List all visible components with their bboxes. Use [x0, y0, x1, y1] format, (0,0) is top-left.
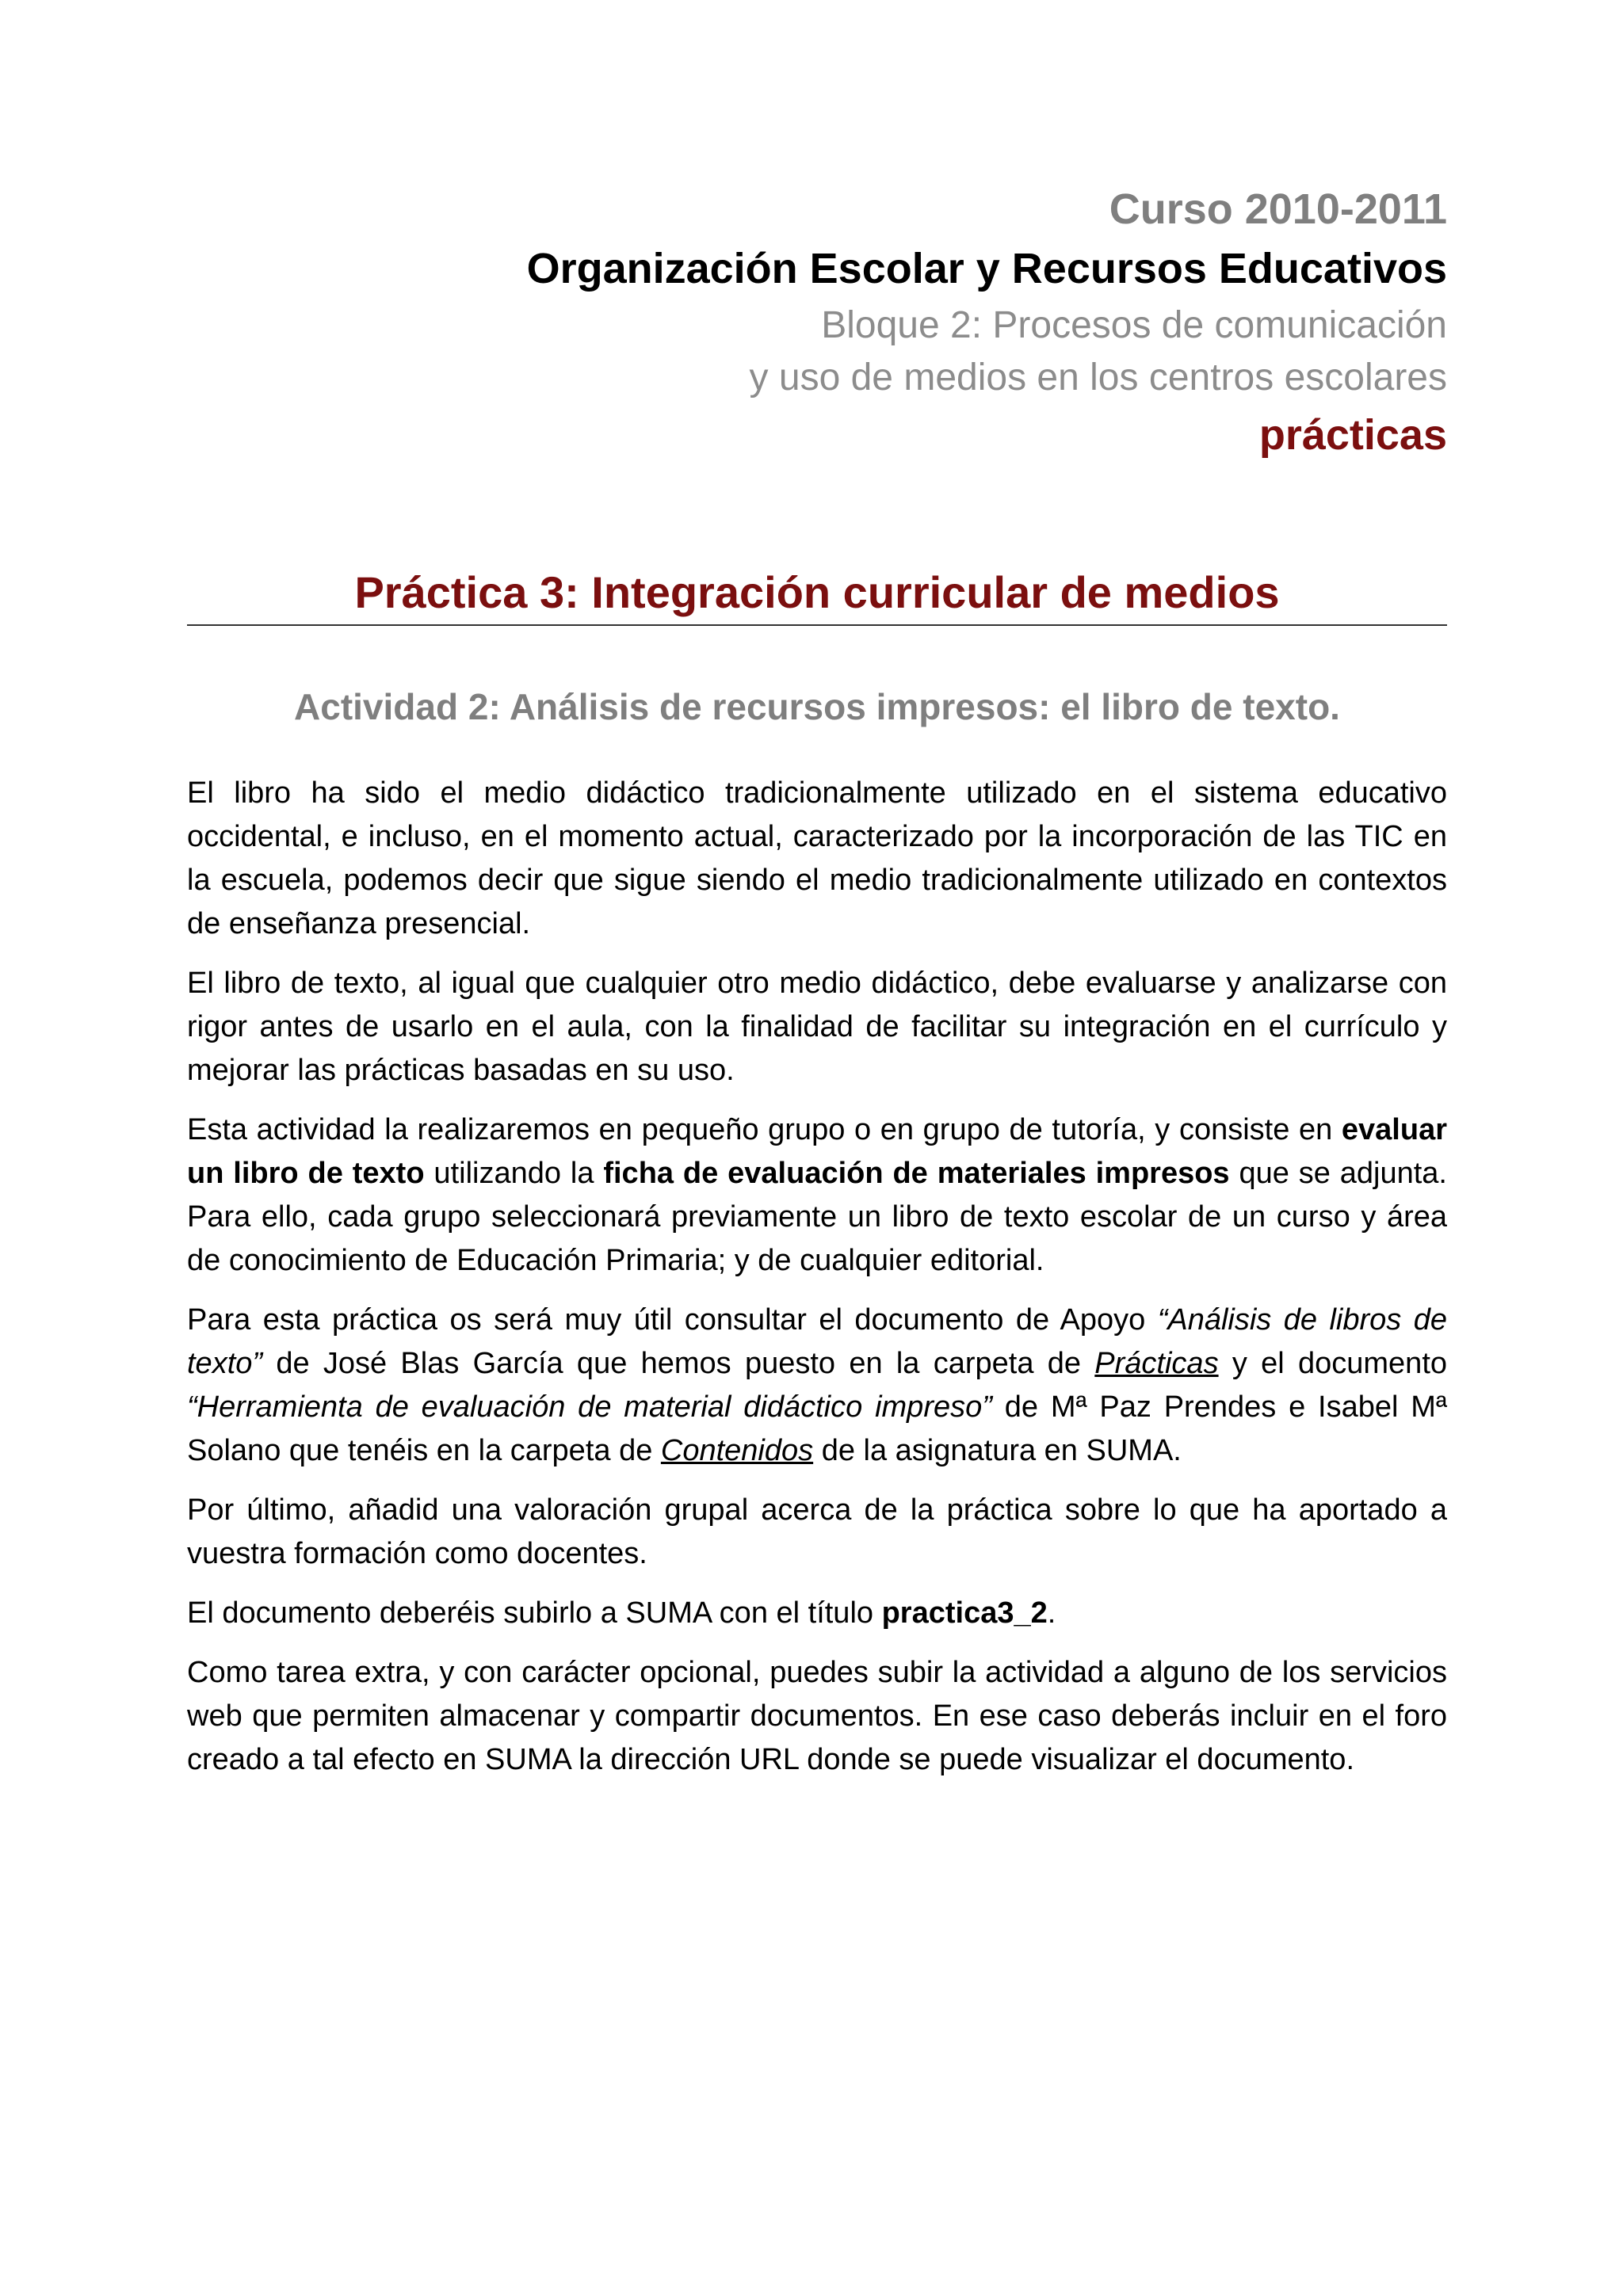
p4-text-2: de José Blas García que hemos puesto en la carpeta de: [262, 1347, 1095, 1380]
p3-text-3: que se adjunta. Para ello, cada grupo seleccionará previamente un libro de texto escolar de un curso y área de conocimiento de Educación Primaria; y de cualquier editorial.: [187, 1157, 1447, 1277]
p3-bold-1: evaluar un libro de texto: [187, 1113, 1447, 1190]
contenidos-folder-link[interactable]: Contenidos: [660, 1434, 814, 1467]
p4-text-3: y el documento: [1218, 1347, 1448, 1380]
body-text: [187, 772, 1447, 1798]
p4-text-5: de la asignatura en SUMA.: [813, 1434, 1182, 1467]
activity-title: Actividad 2: Análisis de recursos impresos: el libro de texto.: [294, 686, 1340, 727]
p4-doc-title-1: “Análisis de libros de texto”: [187, 1303, 1447, 1380]
block-title-line1: Bloque 2: Procesos de comunicación: [821, 304, 1447, 346]
p6-text-2: .: [1047, 1596, 1056, 1630]
document-page: [187, 0, 1447, 2296]
course-year: Curso 2010-2011: [1109, 185, 1447, 233]
block-title-line2: y uso de medios en los centros escolares: [749, 357, 1447, 399]
p4-doc-title-2: “Herramienta de evaluación de material didáctico impreso”: [187, 1390, 992, 1424]
course-name: Organización Escolar y Recursos Educativos: [526, 245, 1447, 292]
p3-text-2: utilizando la: [424, 1157, 604, 1190]
paragraph-3: [187, 1108, 1447, 1283]
practice-title: Práctica 3: Integración curricular de medios: [354, 567, 1280, 617]
paragraph-2: El libro de texto, al igual que cualquier otro medio didáctico, debe evaluarse y analizarse con rigor antes de usarlo en el aula, con la finalidad de facilitar su integración en el currículo y mejorar las prácticas basadas en su uso.: [187, 967, 1447, 1087]
section-label: prácticas: [1258, 411, 1447, 459]
paragraph-4: [187, 1299, 1447, 1473]
p4-text-1: Para esta práctica os será muy útil consultar el documento de Apoyo: [187, 1303, 1158, 1337]
practicas-folder-link[interactable]: Prácticas: [1094, 1347, 1219, 1380]
p6-filename: practica3_2: [881, 1596, 1048, 1630]
paragraph-6: [187, 1592, 1447, 1635]
paragraph-1: El libro ha sido el medio didáctico tradicionalmente utilizado en el sistema educativo occidental, e incluso, en el momento actual, caracterizado por la incorporación de las TIC en la escuela, podemos decir que sigue siendo el medio tradicionalmente utilizado en contextos de enseñanza presencial.: [187, 776, 1447, 940]
title-divider: [187, 624, 1447, 626]
p3-bold-2: ficha de evaluación de materiales impresos: [603, 1157, 1230, 1190]
paragraph-5: Por último, añadid una valoración grupal acerca de la práctica sobre lo que ha aportado a vuestra formación como docentes.: [187, 1493, 1447, 1570]
document-header: [187, 181, 1447, 466]
paragraph-7: Como tarea extra, y con carácter opcional, puedes subir la actividad a alguno de los servicios web que permiten almacenar y compartir documentos. En ese caso deberás incluir en el foro creado a tal efecto en SUMA la dirección URL donde se puede visualizar el documento.: [187, 1656, 1447, 1776]
p4-text-4: de Mª Paz Prendes e Isabel Mª Solano que tenéis en la carpeta de: [187, 1390, 1447, 1467]
p6-text-1: El documento deberéis subirlo a SUMA con el título: [187, 1596, 882, 1630]
p3-text-1: Esta actividad la realizaremos en pequeño grupo o en grupo de tutoría, y consiste en: [187, 1113, 1342, 1146]
